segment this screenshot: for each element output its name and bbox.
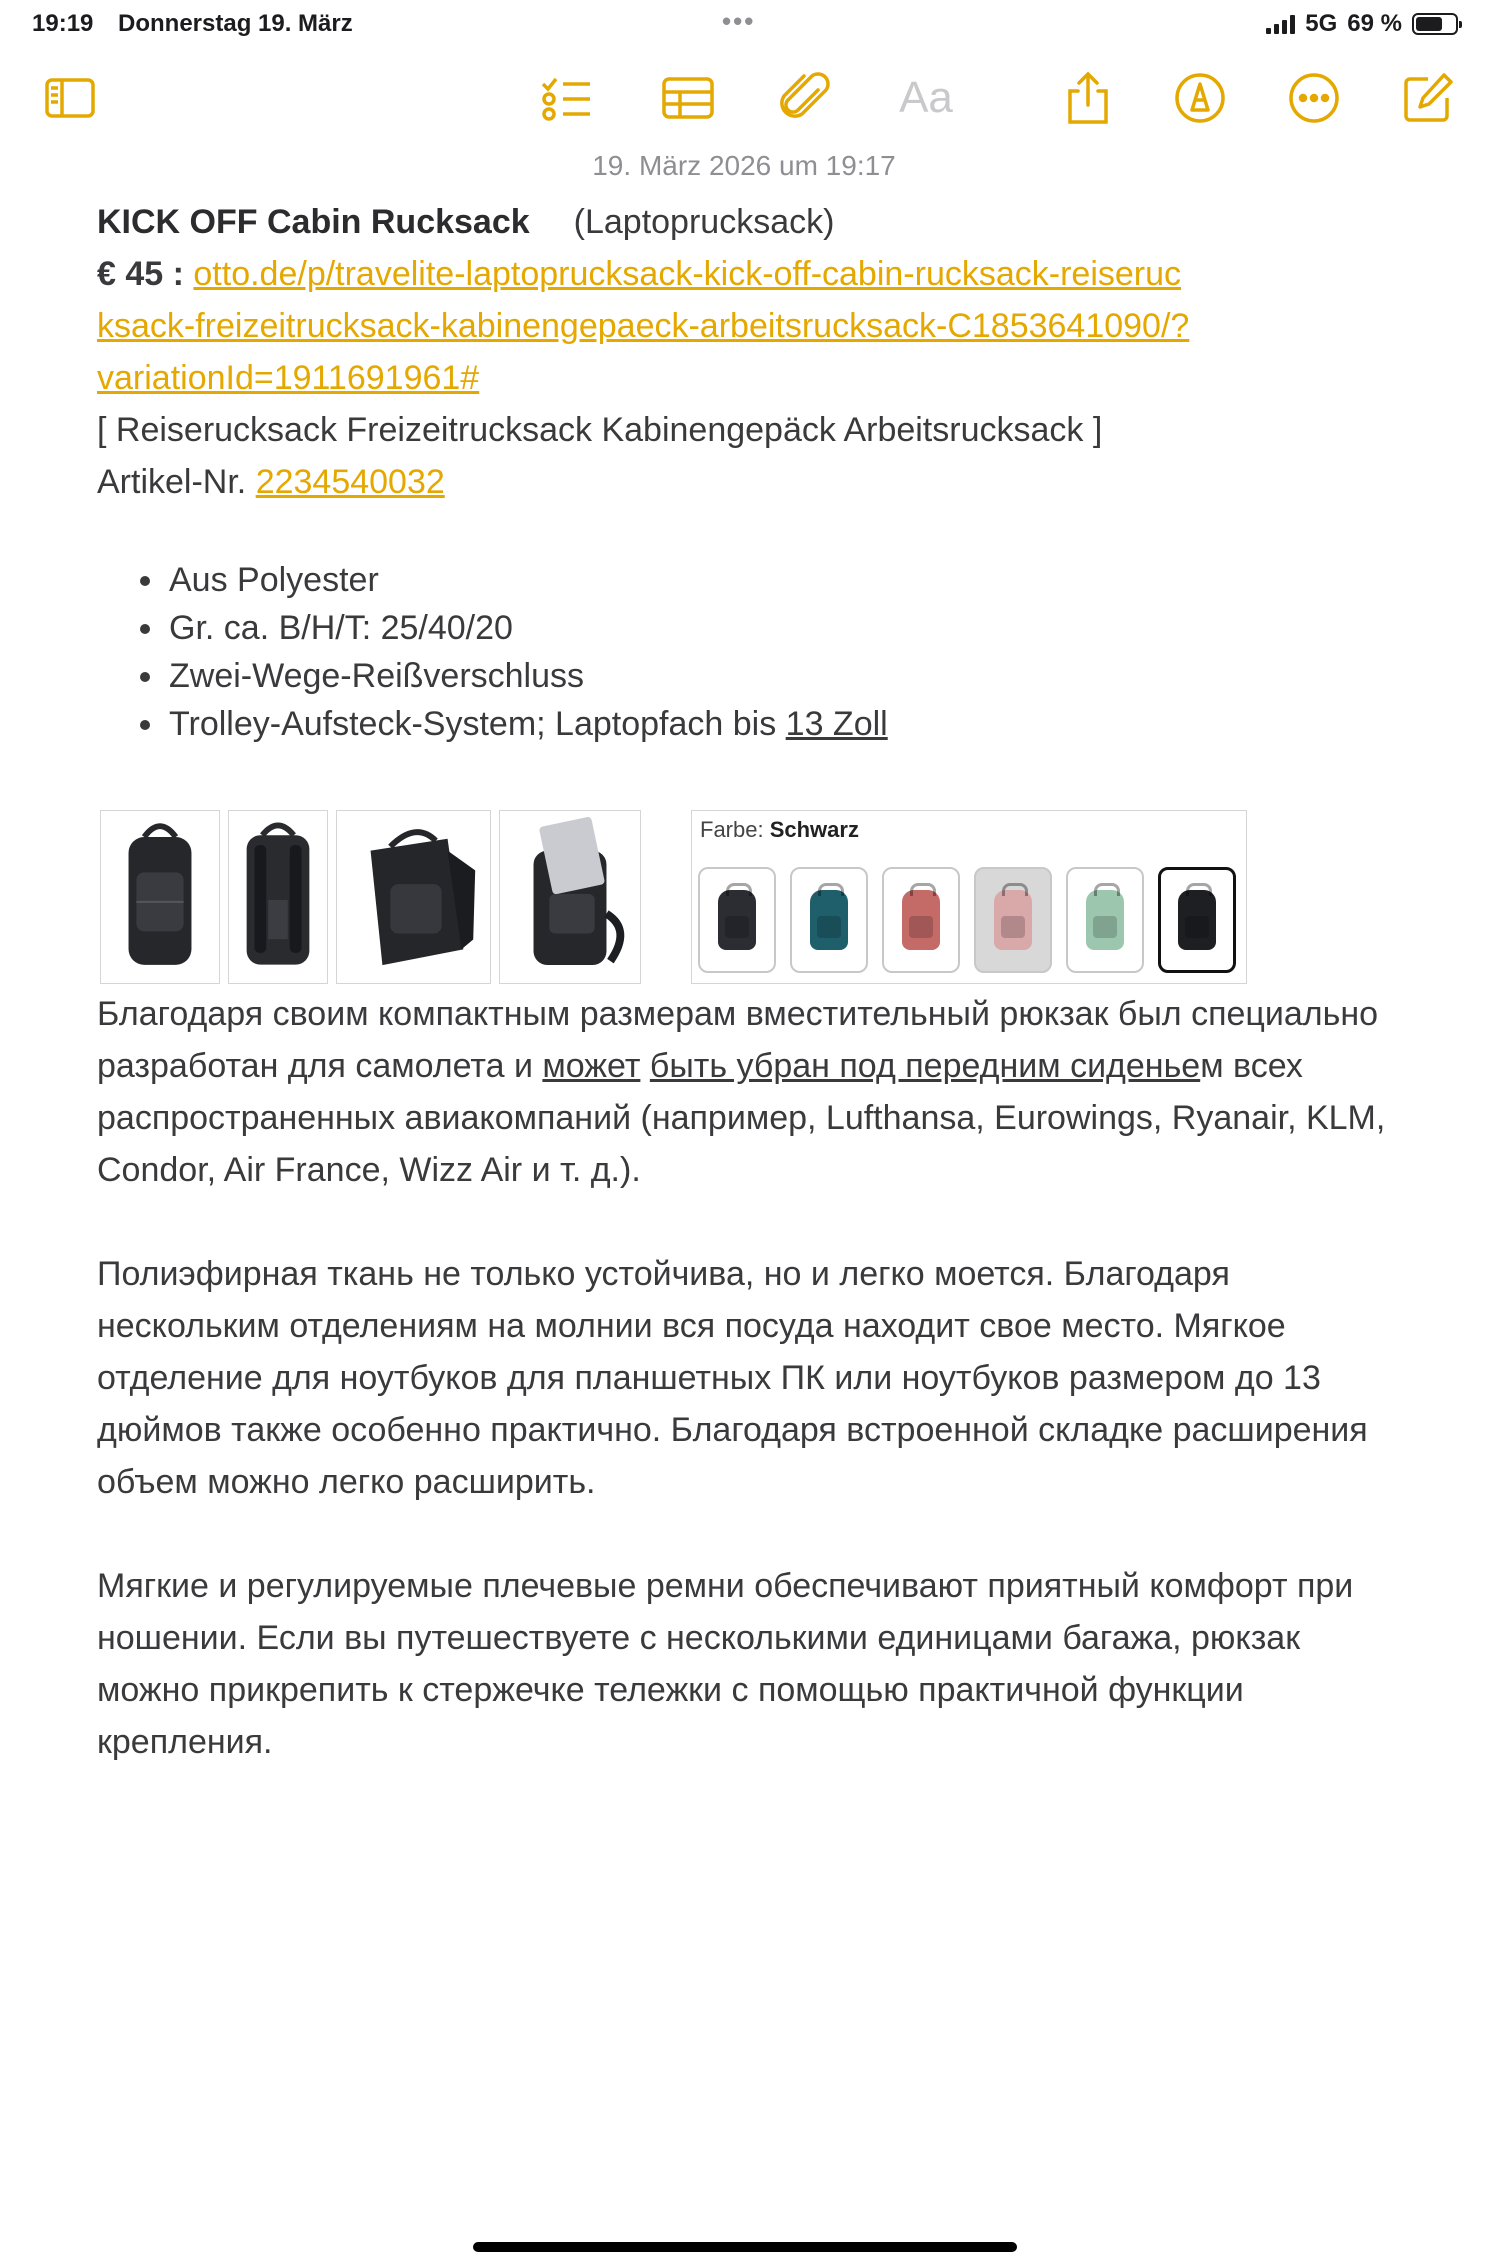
note-title-sub: (Laptoprucksack) [573,203,835,241]
backpack-front-image[interactable] [100,810,220,984]
underlined-text: быть убран под передним сиденье [649,1047,1201,1085]
price-line [97,248,1197,404]
network-label: 5G [1305,10,1338,37]
backpack-open-image[interactable] [499,810,641,984]
checklist-icon [538,70,594,126]
description-paragraph: Полиэфирная ткань не только устойчива, но и легко моется. Благодаря нескольким отделениям на молнии вся посуда находит свое место. Мягкое отделение для ноутбуков для планшетных ПК или ноутбуков размером до 13 дюймов также особенно практично. Благодаря встроенной складке расширения объем можно легко расширить. [97,1255,1368,1501]
swatch-backpack-icon [1086,890,1124,950]
format-button[interactable] [894,58,958,138]
markup-button[interactable] [1168,58,1232,138]
more-button[interactable] [1282,58,1346,138]
laptop-size-link[interactable]: 13 Zoll [785,705,888,743]
list-item: • Aus Polyester [167,556,1397,604]
article-line [97,456,1397,508]
color-value: Schwarz [769,817,859,842]
price-label: € 45 : [97,255,194,293]
article-number-link[interactable]: 2234540032 [255,463,445,501]
status-time: 19:19 [32,10,94,37]
paperclip-icon [778,70,834,126]
paragraph-text: м всех распространенных авиакомпаний (например, Lufthansa, Eurowings, Ryanair, KLM, Condor, Air France, Wizz Air и т. д.). [97,1047,1386,1189]
signal-icon [1266,14,1295,34]
swatch-backpack-icon [1178,890,1216,950]
sidebar-toggle-button[interactable] [38,58,102,138]
status-right [1266,10,1458,38]
color-panel [691,810,1247,984]
share-icon [1060,70,1116,126]
categories-line: [ Reiserucksack Freizeitrucksack Kabinengepäck Arbeitsrucksack ] [97,411,1103,449]
sidebar-icon [42,70,98,126]
list-item: • Gr. ca. B/H/T: 25/40/20 [167,604,1397,652]
color-swatch[interactable] [882,867,960,973]
multitasking-dots-icon[interactable]: ••• [722,6,756,36]
paragraph-text: Благодаря своим компактным размерам вместительный рюкзак был специально разработан для самолета и [97,995,1379,1085]
backpack-back-image[interactable] [228,810,328,984]
more-icon [1286,70,1342,126]
color-swatch-selected[interactable] [1158,867,1236,973]
description-paragraph: Мягкие и регулируемые плечевые ремни обеспечивают приятный комфорт при ношении. Если вы путешествуете с несколькими единицами багажа, рюкзак можно прикрепить к стержечке тележки с помощью практичной функции крепления. [97,1567,1354,1761]
swatch-backpack-icon [810,890,848,950]
home-indicator[interactable] [473,2242,1017,2252]
color-swatch[interactable] [1066,867,1144,973]
note-title-line [97,196,1397,248]
description-paragraph [97,988,1387,1196]
article-label: Artikel-Nr. [97,463,256,501]
color-label [700,815,859,845]
note-title: KICK OFF Cabin Rucksack [97,203,530,241]
attachment-button[interactable] [774,58,838,138]
toolbar [0,58,1488,138]
status-bar [0,0,1488,48]
status-date: Donnerstag 19. März [118,10,353,37]
note-body[interactable] [97,196,1397,1768]
battery-fill [1416,17,1442,31]
product-image-gallery[interactable] [97,810,1397,988]
compose-icon [1400,70,1456,126]
color-swatch[interactable] [698,867,776,973]
compose-button[interactable] [1396,58,1460,138]
bullet4-text: Trolley-Aufsteck-System; Laptopfach bis [169,705,786,743]
format-icon: Aa [899,73,953,122]
underlined-text: может [542,1047,641,1085]
color-swatch[interactable] [790,867,868,973]
table-button[interactable] [656,58,720,138]
note-date: 19. März 2026 um 19:17 [592,150,896,181]
share-button[interactable] [1056,58,1120,138]
battery-label: 69 % [1347,10,1402,37]
backpack-side-image[interactable] [336,810,491,984]
swatch-backpack-icon [718,890,756,950]
paragraph-space [640,1047,649,1085]
product-link[interactable]: otto.de/p/travelite-laptoprucksack-kick-off-cabin-rucksack-reiserucksack-freizeitrucksack-kabinengepaeck-arbeitsrucksack-C1853641090/?variationId=1911691961# [97,255,1190,397]
swatch-backpack-icon [994,890,1032,950]
markup-icon [1172,70,1228,126]
table-icon [660,70,716,126]
color-swatch[interactable] [974,867,1052,973]
checklist-button[interactable] [534,58,598,138]
swatch-backpack-icon [902,890,940,950]
feature-list [97,556,1397,748]
list-item: • Zwei-Wege-Reißverschluss [167,652,1397,700]
color-label-text: Farbe: [700,817,770,842]
battery-icon [1412,13,1458,35]
list-item [167,700,1397,748]
